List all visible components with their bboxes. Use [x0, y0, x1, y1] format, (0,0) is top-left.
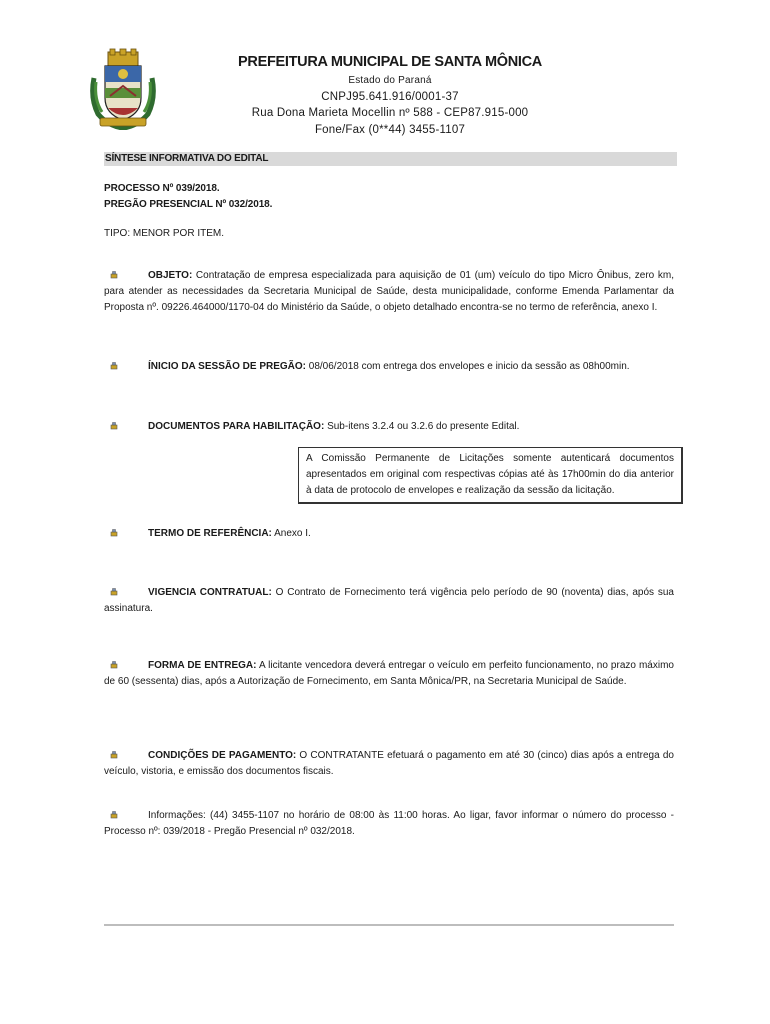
item-label: CONDIÇÕES DE PAGAMENTO:: [148, 750, 297, 761]
bullet-icon: [110, 661, 118, 669]
state-line: Estado do Paraná: [348, 75, 432, 86]
item-text: Informações: (44) 3455-1107 no horário de 08:00 às 11:00 horas. Ao ligar, favor informar o número do processo - Processo nº: 039/2018 - Pregão Presencial nº 032/2018.: [104, 810, 674, 837]
item-label: FORMA DE ENTREGA:: [148, 660, 257, 671]
bullet-icon: [110, 271, 118, 279]
item-label: ÍNICIO DA SESSÃO DE PREGÃO:: [148, 361, 306, 372]
item-informacoes: [104, 808, 674, 840]
item-text: O CONTRATANTE efetuará o pagamento em até 30 (cinco) dias após a entrega do veículo, vistoria, e emissão dos documentos fiscais.: [104, 750, 674, 777]
bullet-icon: [110, 529, 118, 537]
item-label: DOCUMENTOS PARA HABILITAÇÃO:: [148, 421, 325, 432]
item-condicoes-pagamento: [104, 748, 674, 780]
item-text: O Contrato de Fornecimento terá vigência pelo período de 90 (noventa) dias, após sua assinatura.: [104, 587, 674, 614]
bullet-icon: [110, 362, 118, 370]
commission-note-box: A Comissão Permanente de Licitações somente autenticará documentos apresentados em original com respectivas cópias até às 17h00min do dia anterior à data de protocolo de envelopes e realização da sessão da licitação.: [298, 447, 683, 504]
footer-divider: [104, 924, 674, 926]
item-label: OBJETO:: [148, 270, 193, 281]
item-documentos: [104, 419, 674, 435]
bullet-icon: [110, 811, 118, 819]
pregao-number: PREGÃO PRESENCIAL Nº 032/2018.: [104, 199, 273, 210]
item-termo-referencia: [104, 526, 674, 542]
item-text: A licitante vencedora deverá entregar o veículo em perfeito funcionamento, no prazo máximo de 60 (sessenta) dias, após a Autorização de Fornecimento, em Santa Mônica/PR, na Secretaria Municipal de Saúde.: [104, 660, 674, 687]
item-label: VIGENCIA CONTRATUAL:: [148, 587, 272, 598]
item-text: 08/06/2018 com entrega dos envelopes e inicio da sessão as 08h00min.: [305, 361, 630, 372]
item-objeto: [104, 268, 674, 316]
item-text: Anexo I.: [271, 528, 311, 539]
section-heading: SÍNTESE INFORMATIVA DO EDITAL: [104, 152, 677, 166]
bullet-icon: [110, 422, 118, 430]
page-title: PREFEITURA MUNICIPAL DE SANTA MÔNICA: [238, 54, 542, 70]
bullet-icon: [110, 588, 118, 596]
process-number: PROCESSO Nº 039/2018.: [104, 183, 220, 194]
item-forma-entrega: [104, 658, 674, 690]
item-text: Sub-itens 3.2.4 ou 3.2.6 do presente Edital.: [324, 421, 520, 432]
item-inicio-sessao: [104, 359, 674, 375]
address-line: Rua Dona Marieta Mocellin nº 588 - CEP87.915-000: [251, 107, 529, 119]
item-label: TERMO DE REFERÊNCIA:: [148, 528, 272, 539]
tipo-line: TIPO: MENOR POR ITEM.: [104, 228, 225, 239]
item-vigencia: [104, 585, 674, 617]
bullet-icon: [110, 751, 118, 759]
municipal-coat-of-arms: [88, 48, 158, 130]
cnpj-line: CNPJ95.641.916/0001-37: [321, 91, 459, 103]
phone-line: Fone/Fax (0**44) 3455-1107: [314, 124, 466, 136]
item-text: Contratação de empresa especializada para aquisição de 01 (um) veículo do tipo Micro Ônibus, zero km, para atender as necessidades da Secretaria Municipal de Saúde, desta municipalidade, conforme Emenda Parlamentar da Proposta nº. 09226.464000/1170-04 do Ministério da Saúde, o objeto detalhado encontra-se no termo de referência, anexo I.: [104, 270, 674, 313]
